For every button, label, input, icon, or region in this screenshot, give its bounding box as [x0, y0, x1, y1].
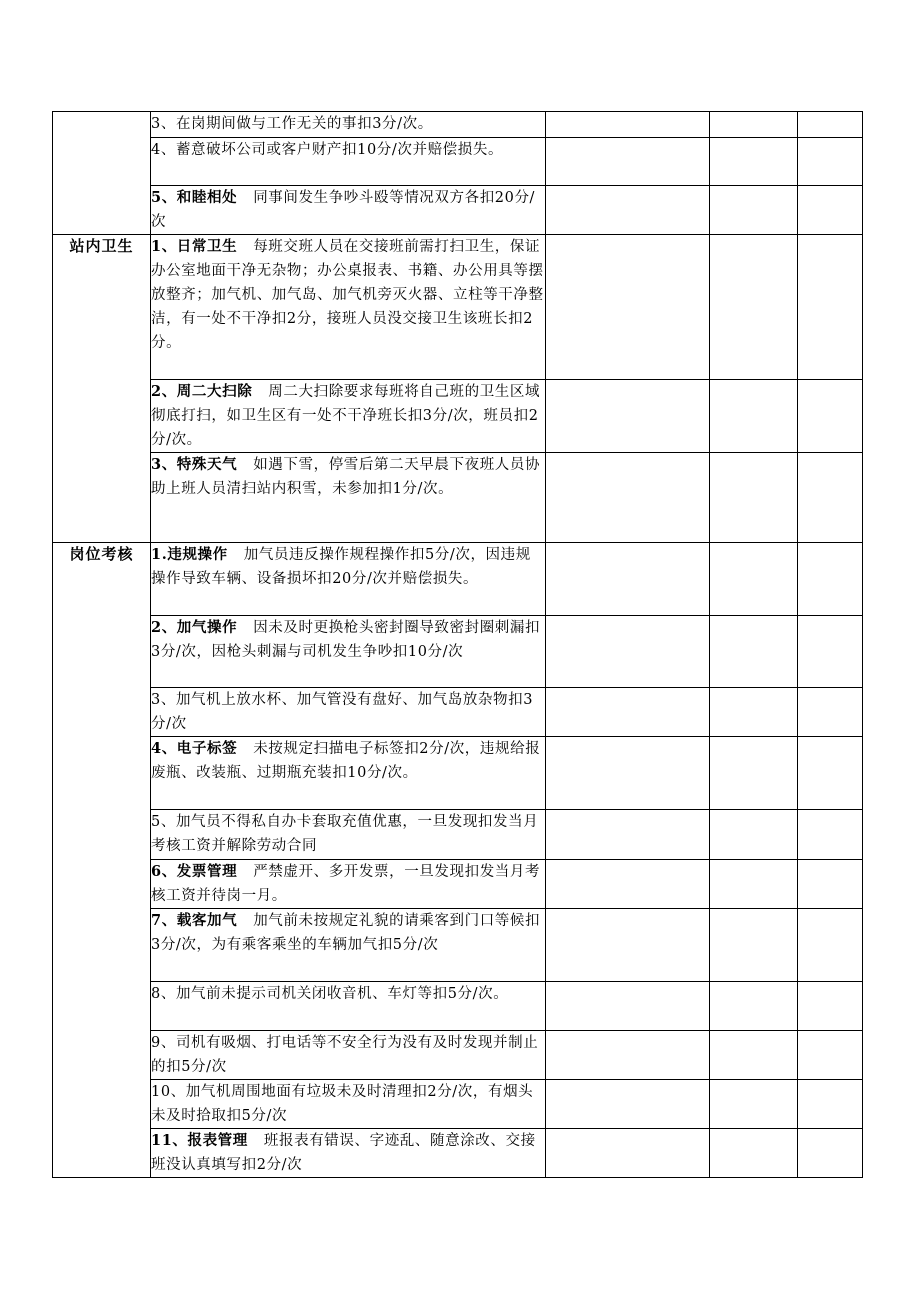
table-row	[53, 616, 863, 688]
rule-number: 4、	[151, 142, 176, 158]
rule-text: 加气前未按规定礼貌的请乘客到门口等候扣3分/次，为有乘客乘坐的车辆加气扣5分/次	[151, 913, 541, 953]
table-body	[53, 112, 863, 1178]
table-row	[53, 138, 863, 186]
rule-cell	[151, 235, 546, 380]
rule-title: 特殊天气	[176, 456, 238, 473]
rule-cell	[151, 810, 546, 860]
rule-title: 加气操作	[176, 619, 238, 636]
rule-number: 1.	[151, 546, 168, 563]
blank-cell	[798, 688, 863, 737]
rule-text: 同事间发生争吵斗殴等情况双方各扣20分/次	[151, 190, 536, 230]
blank-cell	[798, 235, 863, 380]
rule-number: 2、	[151, 619, 177, 636]
category-cell: 岗位考核	[53, 543, 151, 1178]
rule-number: 4、	[151, 740, 177, 757]
table-row	[53, 1080, 863, 1129]
blank-cell	[710, 810, 798, 860]
rule-text: 每班交班人员在交接班前需打扫卫生，保证办公室地面干净无杂物；办公桌报表、书籍、办公用具等摆放整齐；加气机、加气岛、加气机旁灭火器、立柱等干净整洁，有一处不干净扣2分，接班人员没交接卫生该班长扣2分。	[151, 239, 544, 351]
blank-cell	[546, 909, 710, 982]
rule-number: 11、	[151, 1132, 188, 1149]
blank-cell	[798, 138, 863, 186]
blank-cell	[710, 186, 798, 235]
blank-cell	[546, 860, 710, 909]
rule-text: 如遇下雪，停雪后第二天早晨下夜班人员协助上班人员清扫站内积雪，未参加扣1分/次。	[151, 457, 541, 497]
rule-cell	[151, 982, 546, 1031]
blank-cell	[546, 380, 710, 453]
rule-cell	[151, 186, 546, 235]
blank-cell	[710, 737, 798, 810]
blank-cell	[798, 453, 863, 543]
rule-text: 加气前未提示司机关闭收音机、车灯等扣5分/次。	[175, 986, 509, 1002]
rule-number: 5、	[151, 189, 177, 206]
rule-cell	[151, 543, 546, 616]
rule-title: 发票管理	[176, 863, 238, 880]
table-row	[53, 235, 863, 380]
rule-text: 加气机上放水杯、加气管没有盘好、加气岛放杂物扣3分/次	[151, 692, 534, 732]
category-cell: 站内卫生	[53, 235, 151, 543]
blank-cell	[798, 1031, 863, 1080]
blank-cell	[798, 1080, 863, 1129]
table-row	[53, 186, 863, 235]
rule-text: 严禁虚开、多开发票，一旦发现扣发当月考核工资并待岗一月。	[151, 864, 541, 904]
rule-title: 电子标签	[176, 740, 238, 757]
blank-cell	[798, 380, 863, 453]
blank-cell	[710, 1080, 798, 1129]
rule-text: 加气员不得私自办卡套取充值优惠，一旦发现扣发当月考核工资并解除劳动合同	[151, 814, 539, 854]
rule-cell	[151, 1080, 546, 1129]
rule-number: 8、	[151, 986, 176, 1002]
rule-title: 违规操作	[167, 546, 228, 563]
rule-title: 报表管理	[187, 1132, 248, 1149]
rule-title: 载客加气	[176, 912, 238, 929]
table-row	[53, 688, 863, 737]
rule-number: 3、	[151, 456, 177, 473]
rule-text: 班报表有错误、字迹乱、随意涂改、交接班没认真填写扣2分/次	[151, 1133, 536, 1173]
blank-cell	[546, 982, 710, 1031]
blank-cell	[710, 860, 798, 909]
rule-title: 日常卫生	[176, 238, 238, 255]
blank-cell	[798, 810, 863, 860]
rule-text: 未按规定扫描电子标签扣2分/次，违规给报废瓶、改装瓶、过期瓶充装扣10分/次。	[151, 741, 541, 781]
blank-cell	[546, 112, 710, 138]
rule-number: 3、	[151, 116, 176, 132]
blank-cell	[546, 138, 710, 186]
table-row	[53, 1129, 863, 1178]
blank-cell	[546, 543, 710, 616]
blank-cell	[798, 737, 863, 810]
blank-cell	[546, 616, 710, 688]
blank-cell	[798, 186, 863, 235]
rule-number: 7、	[151, 912, 177, 929]
blank-cell	[710, 543, 798, 616]
rule-cell	[151, 380, 546, 453]
table-row	[53, 453, 863, 543]
category-cell	[53, 112, 151, 235]
blank-cell	[710, 909, 798, 982]
table-row	[53, 543, 863, 616]
rule-cell	[151, 112, 546, 138]
blank-cell	[710, 1129, 798, 1178]
blank-cell	[798, 982, 863, 1031]
rule-text: 加气机周围地面有垃圾未及时清理扣2分/次，有烟头未及时拾取扣5分/次	[151, 1084, 534, 1124]
blank-cell	[798, 112, 863, 138]
rule-cell	[151, 453, 546, 543]
blank-cell	[798, 860, 863, 909]
rule-text: 周二大扫除要求每班将自己班的卫生区域彻底打扫，如卫生区有一处不干净班长扣3分/次，班员扣2分/次。	[151, 384, 541, 448]
blank-cell	[710, 453, 798, 543]
blank-cell	[710, 380, 798, 453]
blank-cell	[798, 543, 863, 616]
rule-title: 周二大扫除	[176, 383, 253, 400]
blank-cell	[710, 1031, 798, 1080]
rule-text: 蓄意破坏公司或客户财产扣10分/次并赔偿损失。	[175, 142, 504, 158]
blank-cell	[546, 235, 710, 380]
blank-cell	[546, 1080, 710, 1129]
blank-cell	[710, 616, 798, 688]
blank-cell	[798, 1129, 863, 1178]
blank-cell	[546, 737, 710, 810]
rule-number: 6、	[151, 863, 177, 880]
rule-cell	[151, 737, 546, 810]
assessment-table	[52, 111, 863, 1178]
table-row	[53, 737, 863, 810]
rule-number: 10、	[151, 1084, 186, 1100]
rule-cell	[151, 1129, 546, 1178]
table-row	[53, 982, 863, 1031]
rule-cell	[151, 688, 546, 737]
table-row	[53, 1031, 863, 1080]
table-row	[53, 909, 863, 982]
blank-cell	[546, 688, 710, 737]
blank-cell	[546, 453, 710, 543]
rule-number: 5、	[151, 814, 176, 830]
table-row	[53, 860, 863, 909]
blank-cell	[798, 616, 863, 688]
rule-text: 加气员违反操作规程操作扣5分/次，因违规操作导致车辆、设备损坏扣20分/次并赔偿损失。	[151, 547, 531, 587]
blank-cell	[546, 810, 710, 860]
rule-cell	[151, 616, 546, 688]
rule-text: 因未及时更换枪头密封圈导致密封圈刺漏扣3分/次，因枪头刺漏与司机发生争吵扣10分/次	[151, 620, 541, 660]
rule-number: 2、	[151, 383, 177, 400]
rule-text: 司机有吸烟、打电话等不安全行为没有及时发现并制止的扣5分/次	[151, 1035, 539, 1075]
blank-cell	[710, 138, 798, 186]
blank-cell	[546, 1031, 710, 1080]
rule-title: 和睦相处	[176, 189, 238, 206]
rule-number: 9、	[151, 1035, 176, 1051]
blank-cell	[546, 1129, 710, 1178]
table-row	[53, 810, 863, 860]
rule-cell	[151, 138, 546, 186]
rule-number: 1、	[151, 238, 177, 255]
rule-text: 在岗期间做与工作无关的事扣3分/次。	[175, 116, 433, 132]
blank-cell	[710, 688, 798, 737]
blank-cell	[546, 186, 710, 235]
blank-cell	[710, 235, 798, 380]
blank-cell	[710, 982, 798, 1031]
rule-number: 3、	[151, 692, 176, 708]
blank-cell	[798, 909, 863, 982]
table-row	[53, 380, 863, 453]
blank-cell	[710, 112, 798, 138]
rule-cell	[151, 909, 546, 982]
table-row	[53, 112, 863, 138]
rule-cell	[151, 860, 546, 909]
rule-cell	[151, 1031, 546, 1080]
